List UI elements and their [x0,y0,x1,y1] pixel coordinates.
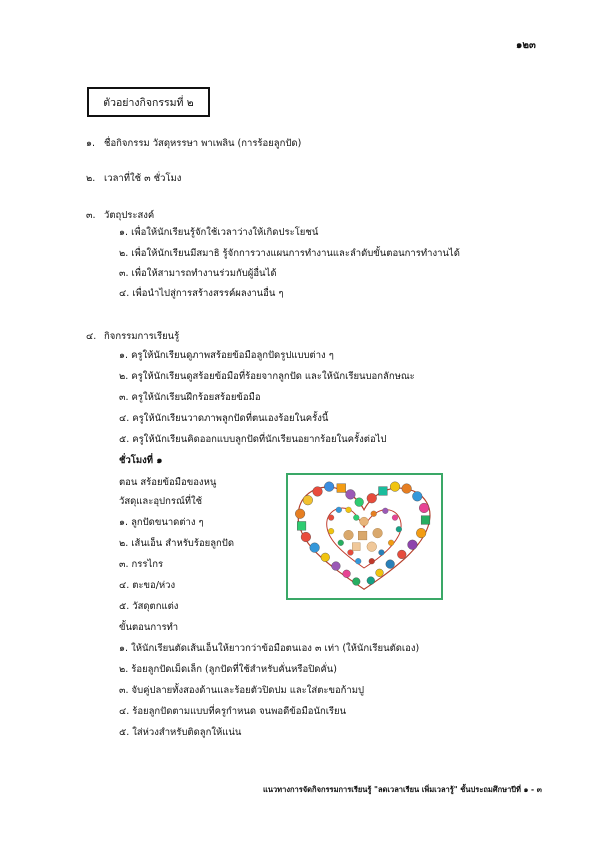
step-item: ๔. ร้อยลูกปัดตามแบบที่ครูกำหนด จนพอดีข้อมือนักเรียน [119,706,347,717]
material-item: ๕. วัสดุตกแต่ง [119,601,179,612]
steps-heading: ขั้นตอนการทำ [119,622,179,633]
material-item: ๔. ตะขอ/ห่วง [119,580,176,591]
activity-item: ๓. ครูให้นักเรียนฝึกร้อยสร้อยข้อมือ [119,392,261,403]
step-item: ๒. ร้อยลูกปัดเม็ดเล็ก (ลูกปัดที่ใช้สำหรับคั่นหรือปิดคั่น) [119,664,337,675]
section-4-title: กิจกรรมการเรียนรู้ [104,331,180,342]
bead-heart-image [286,473,443,600]
section-2-number: ๒. [86,173,96,184]
step-item: ๓. จับคู่ปลายทั้งสองด้านและร้อยตัวปิดปม และใส่ตะขอก้ามปู [119,685,365,696]
episode-title: ตอน สร้อยข้อมือของหนู [119,477,217,488]
activity-item: ๒. ครูให้นักเรียนดูสร้อยข้อมือที่ร้อยจากลูกปัด และให้นักเรียนบอกลักษณะ [119,371,415,382]
objective-item: ๓. เพื่อให้สามารถทำงานร่วมกับผู้อื่นได้ [119,268,277,279]
activity-item: ๕. ครูให้นักเรียนคิดออกแบบลูกปัดที่นักเรียนอยากร้อยในครั้งต่อไป [119,434,387,445]
section-4-number: ๔. [86,331,97,342]
page-number: ๑๒๓ [516,40,536,51]
footer-text: แนวทางการจัดกิจกรรมการเรียนรู้ "ลดเวลาเรียน เพิ่มเวลารู้" ชั้นประถมศึกษาปีที่ ๑ - ๓ [263,785,542,794]
activity-title-box: ตัวอย่างกิจกรรมที่ ๒ [87,87,210,117]
step-item: ๕. ใส่ห่วงสำหรับติดลูกให้แน่น [119,727,242,738]
hour-heading: ชั่วโมงที่ ๑ [119,455,163,466]
objective-item: ๒. เพื่อให้นักเรียนมีสมาธิ รู้จักการวางแผนการทำงานและลำดับขั้นตอนการทำงานได้ [119,248,460,259]
materials-heading: วัสดุและอุปกรณ์ที่ใช้ [119,496,203,507]
step-item: ๑. ให้นักเรียนตัดเส้นเอ็นให้ยาวกว่าข้อมือตนเอง ๓ เท่า (ให้นักเรียนตัดเอง) [119,643,420,654]
material-item: ๒. เส้นเอ็น สำหรับร้อยลูกปัด [119,538,234,549]
section-1-number: ๑. [86,138,96,149]
section-3-number: ๓. [86,210,96,221]
activity-item: ๑. ครูให้นักเรียนดูภาพสร้อยข้อมือลูกปัดรูปแบบต่าง ๆ [119,350,334,361]
section-2-text: เวลาที่ใช้ ๓ ชั่วโมง [104,173,182,184]
section-1-text: ชื่อกิจกรรม วัสดุหรรษา พาเพลิน (การร้อยลูกปัด) [104,138,302,149]
section-3-title: วัตถุประสงค์ [104,210,155,221]
material-item: ๓. กรรไกร [119,559,164,570]
material-item: ๑. ลูกปัดขนาดต่าง ๆ [119,517,204,528]
activity-item: ๔. ครูให้นักเรียนวาดภาพลูกปัดที่ตนเองร้อยในครั้งนี้ [119,413,329,424]
objective-item: ๑. เพื่อให้นักเรียนรู้จักใช้เวลาว่างให้เกิดประโยชน์ [119,227,319,238]
objective-item: ๔. เพื่อนำไปสู่การสร้างสรรค์ผลงานอื่น ๆ [119,288,284,299]
